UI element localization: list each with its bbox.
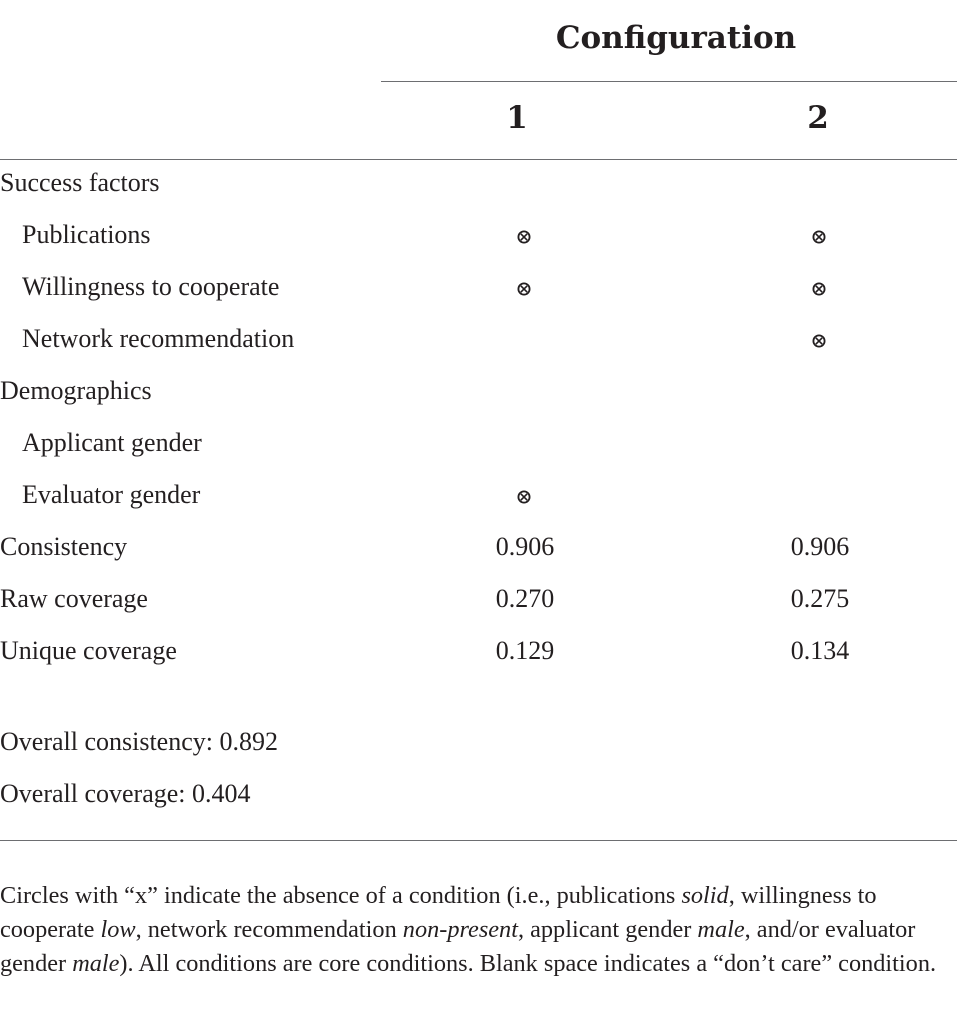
row-label-raw-coverage: Raw coverage [0, 584, 148, 613]
overall-coverage: Overall coverage: 0.404 [0, 779, 251, 808]
circled-x-icon [812, 230, 826, 244]
column-header-2: 2 [807, 100, 829, 136]
circled-x-icon [517, 230, 531, 244]
circled-x-icon [812, 282, 826, 296]
cell-unique-coverage-1: 0.129 [495, 636, 555, 665]
row-label-willingness: Willingness to cooperate [22, 272, 280, 301]
cell-unique-coverage-2: 0.134 [790, 636, 850, 665]
cell-raw-coverage-2: 0.275 [790, 584, 850, 613]
header-subrule [381, 81, 957, 82]
row-label-applicant-gender: Applicant gender [22, 428, 202, 457]
overall-consistency: Overall consistency: 0.892 [0, 727, 278, 756]
row-label-evaluator-gender: Evaluator gender [22, 480, 201, 509]
bottom-rule [0, 840, 957, 841]
column-header-1: 1 [506, 100, 528, 136]
cell-raw-coverage-1: 0.270 [495, 584, 555, 613]
row-label-unique-coverage: Unique coverage [0, 636, 177, 665]
row-label-consistency: Consistency [0, 532, 128, 561]
section-label-demographics: Demographics [0, 376, 152, 405]
circled-x-icon [517, 490, 531, 504]
configuration-header: Configuration [555, 20, 797, 56]
table-footnote: Circles with “x” indicate the absence of a condition (i.e., publications solid, willingness to cooperate low, network recommendation non-present, applicant gender male, and/or evaluator gender male). All conditions are core conditions. Blank space indicates a “don’t care” condition. [0, 882, 937, 977]
circled-x-icon [517, 282, 531, 296]
cell-consistency-2: 0.906 [790, 532, 850, 561]
row-label-network-recommendation: Network recommendation [22, 324, 295, 353]
section-label-success-factors: Success factors [0, 168, 160, 197]
cell-consistency-1: 0.906 [495, 532, 555, 561]
row-label-publications: Publications [22, 220, 151, 249]
header-rule [0, 159, 957, 160]
circled-x-icon [812, 334, 826, 348]
